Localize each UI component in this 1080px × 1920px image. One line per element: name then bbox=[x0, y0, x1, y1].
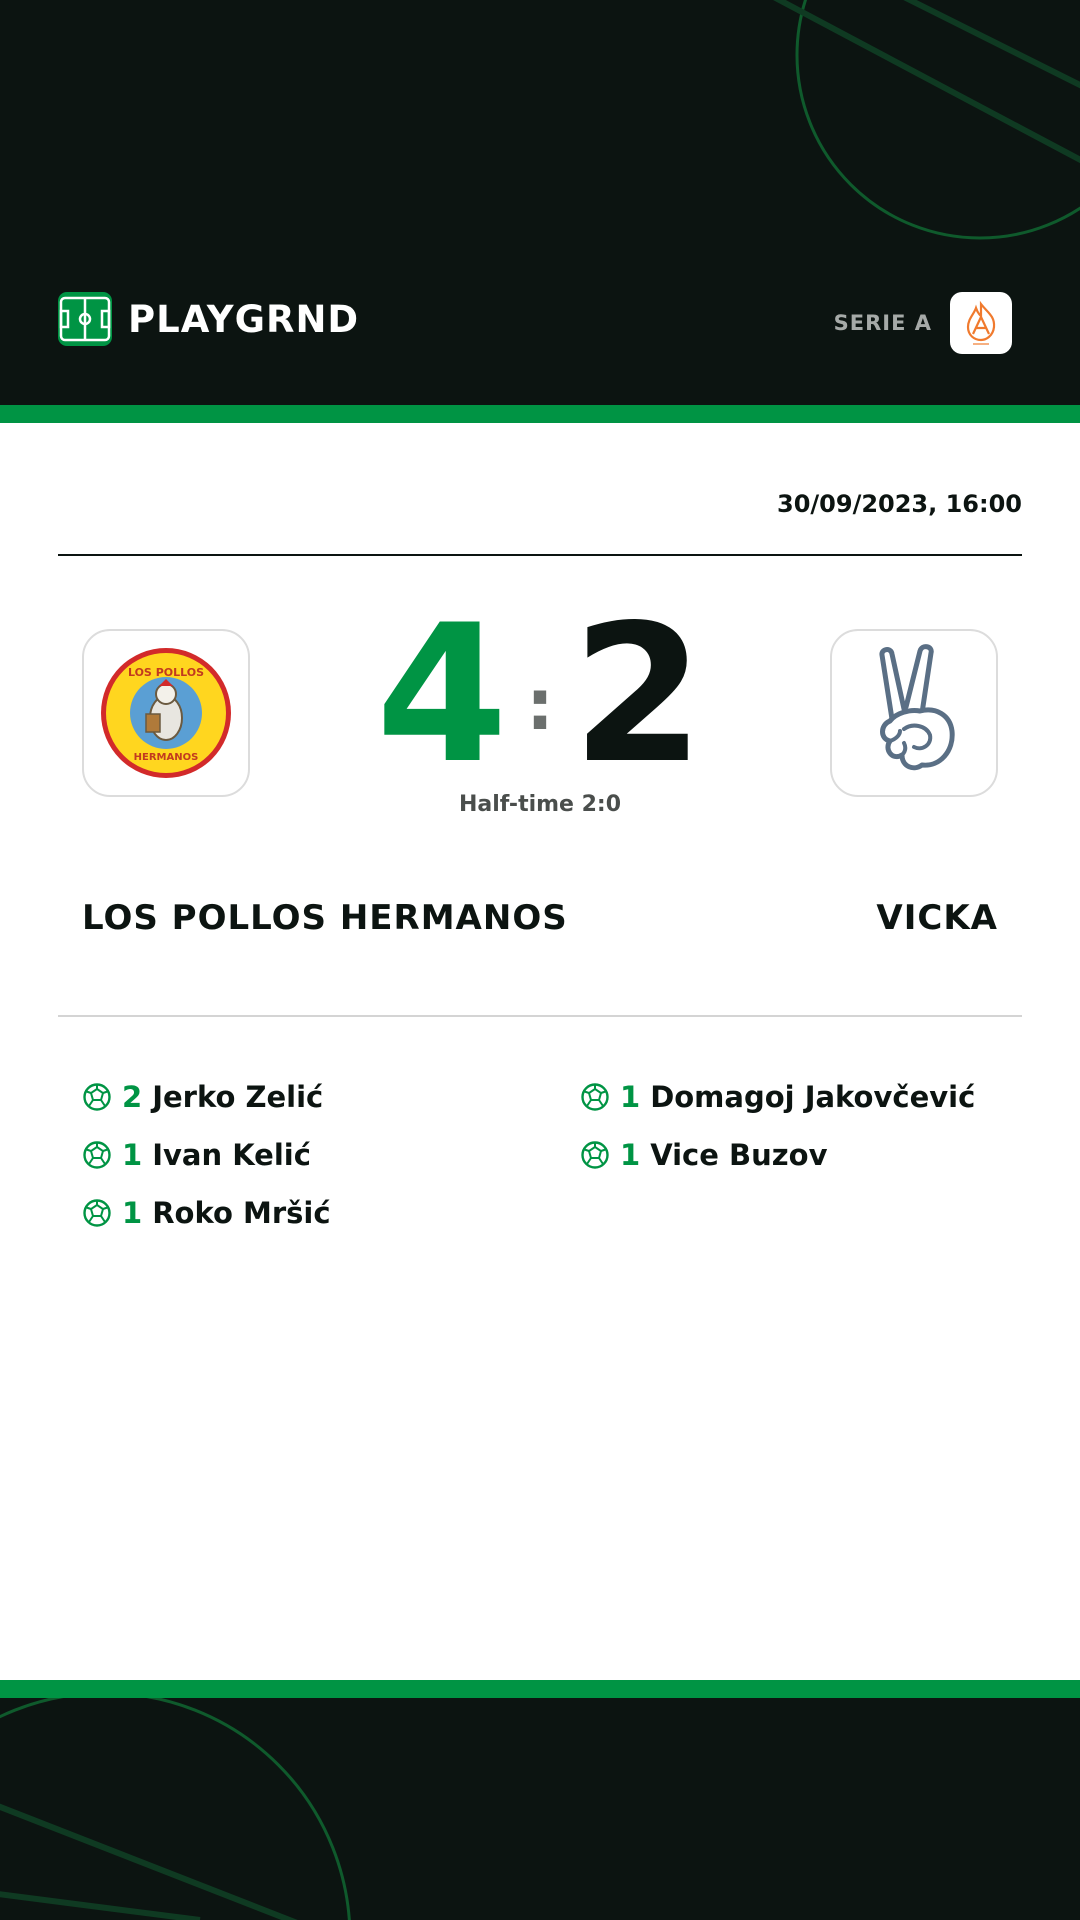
league-badge bbox=[834, 292, 1012, 354]
scorer-row bbox=[580, 1068, 975, 1126]
league-name: SERIE A bbox=[833, 311, 932, 335]
home-score: 4 bbox=[375, 584, 508, 805]
pitch-icon bbox=[58, 292, 112, 346]
peace-hand-icon bbox=[854, 643, 974, 783]
soccer-ball-icon bbox=[580, 1082, 610, 1112]
soccer-ball-icon bbox=[580, 1140, 610, 1170]
away-scorers-list bbox=[580, 1068, 975, 1184]
scorer-name: Vice Buzov bbox=[650, 1138, 828, 1172]
scorer-row bbox=[82, 1126, 331, 1184]
goal-count: 1 bbox=[620, 1080, 641, 1114]
match-datetime: 30/09/2023, 16:00 bbox=[777, 490, 1022, 518]
accent-stripe-bottom bbox=[0, 1680, 1080, 1698]
scorer-name: Ivan Kelić bbox=[152, 1138, 311, 1172]
divider bbox=[58, 1015, 1022, 1017]
home-team-name: LOS POLLOS HERMANOS bbox=[82, 898, 568, 938]
goal-count: 2 bbox=[122, 1080, 143, 1114]
header-band bbox=[0, 0, 1080, 405]
scorer-row bbox=[82, 1068, 331, 1126]
accent-stripe-top bbox=[0, 405, 1080, 423]
brand-name: PLAYGRND bbox=[128, 297, 360, 341]
away-score: 2 bbox=[572, 584, 705, 805]
crest-top-text: LOS POLLOS bbox=[127, 666, 205, 679]
soccer-ball-icon bbox=[82, 1198, 112, 1228]
goal-count: 1 bbox=[122, 1196, 143, 1230]
halftime-score: Half-time 2:0 bbox=[458, 792, 622, 817]
league-flame-logo bbox=[950, 292, 1012, 354]
brand bbox=[58, 292, 359, 346]
goal-count: 1 bbox=[620, 1138, 641, 1172]
away-team-crest bbox=[830, 629, 998, 797]
goal-count: 1 bbox=[122, 1138, 143, 1172]
away-team-name: VICKA bbox=[876, 898, 998, 938]
pitch-lines-decor bbox=[0, 1698, 1080, 1920]
divider bbox=[58, 554, 1022, 556]
soccer-ball-icon bbox=[82, 1082, 112, 1112]
scorer-name: Roko Mršić bbox=[152, 1196, 331, 1230]
soccer-ball-icon bbox=[82, 1140, 112, 1170]
crest-bottom-text: HERMANOS bbox=[133, 752, 199, 763]
footer-band bbox=[0, 1698, 1080, 1920]
scorer-row bbox=[580, 1126, 975, 1184]
home-scorers-list bbox=[82, 1068, 331, 1242]
scorer-name: Domagoj Jakovčević bbox=[650, 1080, 976, 1114]
scorer-row bbox=[82, 1184, 331, 1242]
scorer-name: Jerko Zelić bbox=[152, 1080, 324, 1114]
score-separator: : bbox=[526, 664, 554, 746]
